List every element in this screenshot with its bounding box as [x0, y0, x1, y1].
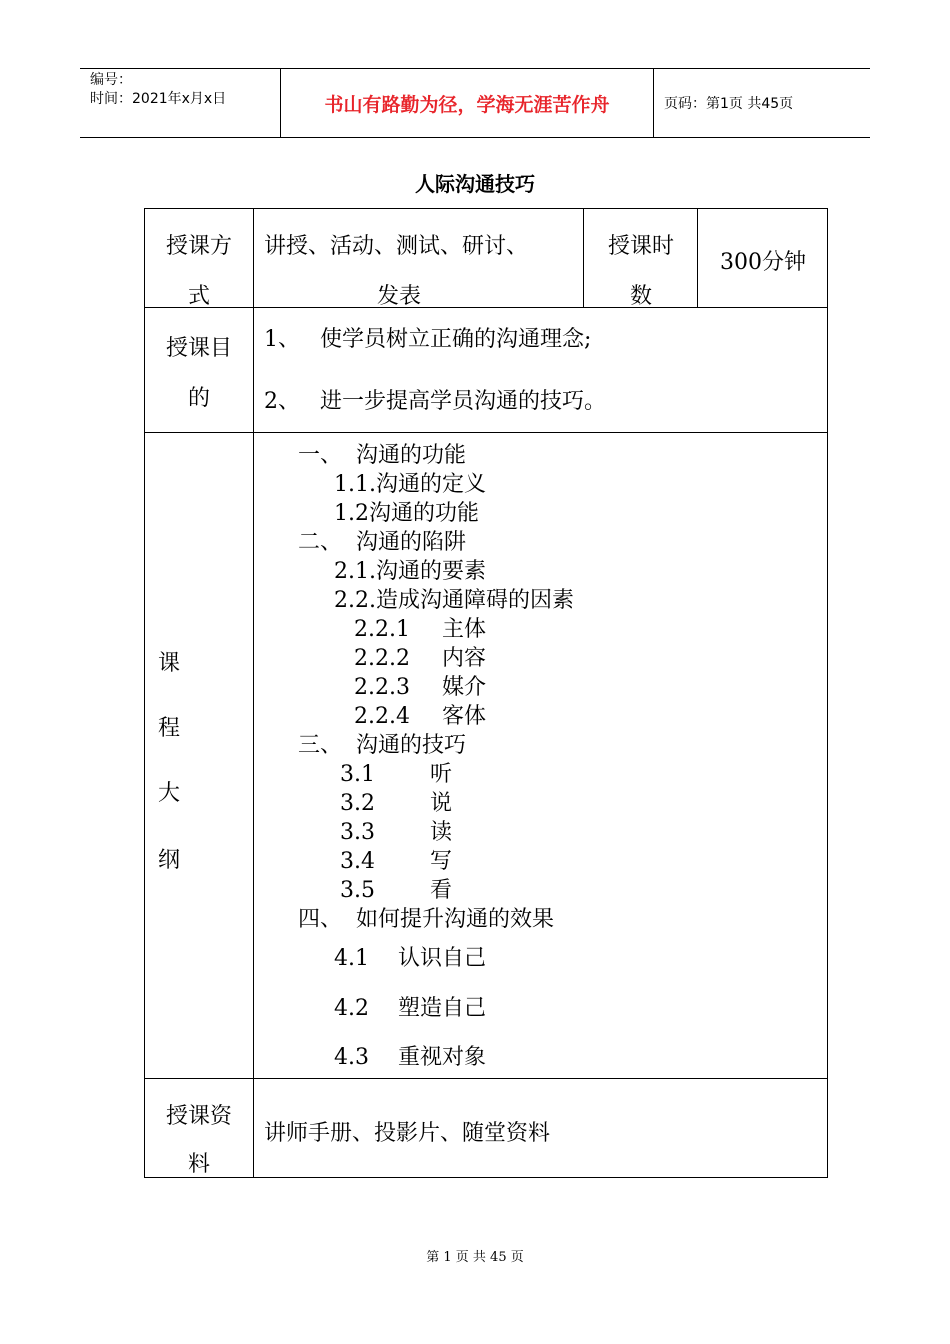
- outline-number: 2.2.4: [354, 704, 410, 729]
- method-value-line2: 发表: [376, 284, 421, 309]
- outline-number: 3.5: [340, 878, 375, 903]
- outline-item: [334, 467, 486, 498]
- outline-item: [334, 554, 486, 585]
- header-meta: [80, 69, 281, 137]
- outline-text: 内容: [442, 646, 487, 671]
- outline-item: [334, 991, 486, 1022]
- material-label-line2: 料: [187, 1152, 210, 1177]
- outline-item: [340, 786, 452, 817]
- method-label-line2: 式: [187, 284, 210, 309]
- row-divider: [144, 432, 828, 433]
- number-label: 编号：: [90, 72, 132, 88]
- outline-number: 一、: [298, 443, 343, 468]
- outline-item: [340, 815, 452, 846]
- outline-number: 2.2.2: [354, 646, 410, 671]
- outline-text: 主体: [442, 617, 487, 642]
- outline-number: 2.2.: [334, 588, 376, 613]
- goal-label-line1: 授课目: [165, 336, 232, 361]
- outline-text: 听: [430, 762, 453, 787]
- outline-item: [334, 1040, 486, 1071]
- outline-item: [334, 941, 486, 972]
- outline-text: 沟通的功能: [369, 501, 480, 526]
- method-value: [264, 222, 584, 322]
- outline-item: [298, 728, 466, 759]
- outline-item: [340, 757, 452, 788]
- outline-text: 沟通的要素: [375, 559, 486, 584]
- row-divider: [144, 1078, 828, 1079]
- outline-text: 造成沟通障碍的因素: [375, 588, 574, 613]
- outline-item: [354, 612, 486, 643]
- outline-number: 3.1: [340, 762, 375, 787]
- outline-text: 塑造自己: [398, 996, 487, 1021]
- outline-label-char: 纲: [158, 848, 181, 873]
- hours-label: [584, 222, 698, 322]
- outline-number: 4.1: [334, 946, 369, 971]
- goal-text: 使学员树立正确的沟通理念;: [320, 327, 592, 352]
- outline-text: 媒介: [442, 675, 487, 700]
- outline-item: [340, 844, 452, 875]
- outline-text: 写: [430, 849, 453, 874]
- outline-item: [354, 641, 486, 672]
- outline-number: 3.3: [340, 820, 375, 845]
- header-page-label: 页码：第1页 共45页: [664, 96, 794, 112]
- outline-text: 读: [430, 820, 453, 845]
- goal-number: 2、: [264, 389, 300, 414]
- outline-text: 沟通的陷阱: [356, 530, 467, 555]
- outline-number: 3.2: [340, 791, 375, 816]
- hours-label-line1: 授课时: [607, 234, 674, 259]
- outline-number: 4.3: [334, 1045, 369, 1070]
- method-label-line1: 授课方: [165, 234, 232, 259]
- goal-label-line2: 的: [187, 386, 210, 411]
- hours-label-line2: 数: [629, 284, 652, 309]
- material-label-line1: 授课资: [165, 1104, 232, 1129]
- outline-text: 沟通的定义: [375, 472, 486, 497]
- outline-number: 2.1.: [334, 559, 376, 584]
- goal-item: [264, 384, 824, 415]
- header-motto: 书山有路勤为径，学海无涯苦作舟: [281, 69, 654, 137]
- hours-value: 300分钟: [720, 250, 806, 275]
- outline-label-char: 课: [158, 651, 181, 676]
- outline-item: [334, 496, 479, 527]
- outline-number: 二、: [298, 530, 343, 555]
- goal-number: 1、: [264, 327, 300, 352]
- outline-number: 四、: [298, 907, 343, 932]
- outline-text: 认识自己: [398, 946, 487, 971]
- outline-number: 三、: [298, 733, 343, 758]
- outline-text: 沟通的功能: [356, 443, 467, 468]
- outline-item: [340, 873, 452, 904]
- outline-number: 2.2.3: [354, 675, 410, 700]
- outline-number: 4.2: [334, 996, 369, 1021]
- goal-label: [144, 324, 254, 424]
- goal-text: 进一步提高学员沟通的技巧。: [320, 389, 607, 414]
- outline-text: 客体: [442, 704, 487, 729]
- page-footer: 第 1 页 共 45 页: [426, 1250, 524, 1265]
- material-label: [144, 1093, 254, 1189]
- outline-item: [298, 438, 466, 469]
- material-value: 讲师手册、投影片、随堂资料: [264, 1121, 551, 1146]
- goal-item: [264, 322, 824, 353]
- document-header: [80, 68, 870, 138]
- outline-text: 沟通的技巧: [356, 733, 467, 758]
- method-value-line1: 讲授、活动、测试、研讨、: [264, 234, 529, 259]
- outline-number: 2.2.1: [354, 617, 410, 642]
- outline-item: [354, 699, 486, 730]
- outline-label-char: 大: [158, 781, 181, 806]
- outline-item: [298, 525, 466, 556]
- outline-text: 如何提升沟通的效果: [356, 907, 555, 932]
- outline-text: 说: [430, 791, 453, 816]
- outline-text: 看: [430, 878, 453, 903]
- outline-item: [334, 583, 574, 614]
- outline-text: 重视对象: [398, 1045, 487, 1070]
- outline-number: 3.4: [340, 849, 375, 874]
- outline-number: 1.1.: [334, 472, 376, 497]
- outline-number: 1.2: [334, 501, 369, 526]
- outline-label-char: 程: [158, 716, 181, 741]
- date-label: 时间：2021年x月x日: [90, 91, 227, 107]
- outline-item: [298, 902, 554, 933]
- document-title: 人际沟通技巧: [415, 172, 535, 196]
- outline-item: [354, 670, 486, 701]
- method-label: [144, 222, 254, 322]
